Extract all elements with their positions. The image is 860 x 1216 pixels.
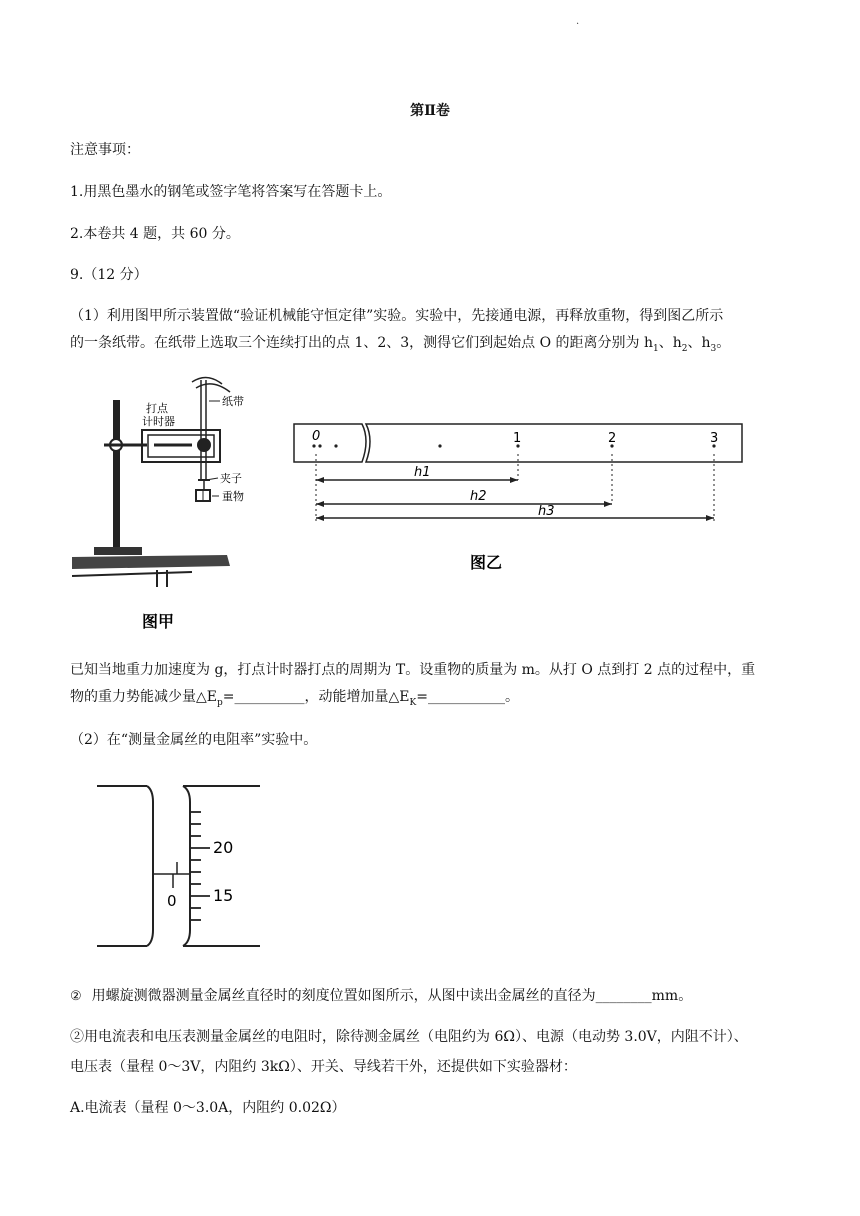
q2-heading: （2）在“测量金属丝的电阻率”实验中。	[70, 732, 318, 748]
header-dot: .	[576, 16, 580, 27]
q2-item-2-line-2: 电压表（量程 0～3V，内阻约 3kΩ）、开关、导线若干外，还提供如下实验器材：	[70, 1059, 577, 1075]
label-timer-2: 计时器	[142, 415, 175, 428]
caption-yi: 图乙	[470, 553, 503, 572]
label-h3: h3	[538, 504, 555, 519]
point-3: 3	[710, 431, 719, 446]
point-1: 1	[513, 431, 522, 446]
scale-0: 0	[167, 892, 177, 910]
label-clip: 夹子	[220, 472, 242, 485]
point-2: 2	[608, 431, 617, 446]
q2-item-2-line-1: ②用电流表和电压表测量金属丝的电阻时，除待测金属丝（电阻约为 6Ω）、电源（电动势 3.0V，内阻不计）、	[70, 1029, 748, 1045]
q2-item-1: ② 用螺旋测微器测量金属丝直径时的刻度位置如图所示，从图中读出金属丝的直径为________mm。	[70, 988, 693, 1004]
figure-jia-apparatus	[72, 372, 282, 637]
section-title: 第Ⅱ卷	[410, 103, 450, 119]
label-h1: h1	[414, 465, 431, 480]
scale-15: 15	[213, 886, 234, 905]
label-tape: 纸带	[222, 395, 244, 408]
scale-20: 20	[213, 838, 234, 857]
option-a: A.电流表（量程 0～3.0A，内阻约 0.02Ω）	[70, 1100, 346, 1116]
caption-jia: 图甲	[142, 612, 175, 631]
question-number: 9.（12 分）	[70, 267, 148, 283]
notice-item-2: 2.本卷共 4 题，共 60 分。	[70, 226, 240, 242]
q1-line-1: （1）利用图甲所示装置做“验证机械能守恒定律”实验。实验中，先接通电源，再释放重物，得到图乙所示	[70, 308, 724, 324]
label-weight: 重物	[222, 490, 244, 503]
figure-yi-tape	[290, 418, 750, 578]
label-h2: h2	[470, 489, 487, 504]
q1-line-3: 已知当地重力加速度为 g，打点计时器打点的周期为 T。设重物的质量为 m。从打 O 点到打 2 点的过程中，重	[70, 662, 756, 678]
q1-line-2: 的一条纸带。在纸带上选取三个连续打出的点 1、2、3，测得它们到起始点 O 的距离分别为 $h_1$、$h_2$、$h_3$。	[70, 335, 731, 354]
q1-line-4: 物的重力势能减少量$\triangle E_p=\_\_\_\_\_\_\_\_\_\_$，动能增加量$\triangle E_K=\_\_\_\_\_\_\_\_\_\_\_$。	[70, 689, 519, 708]
label-timer-1: 打点	[146, 402, 168, 415]
figure-micrometer	[95, 782, 270, 952]
notice-item-1: 1.用黑色墨水的钢笔或签字笔将答案写在答题卡上。	[70, 184, 392, 200]
point-o: 0	[312, 429, 321, 444]
notice-heading: 注意事项：	[70, 142, 140, 158]
